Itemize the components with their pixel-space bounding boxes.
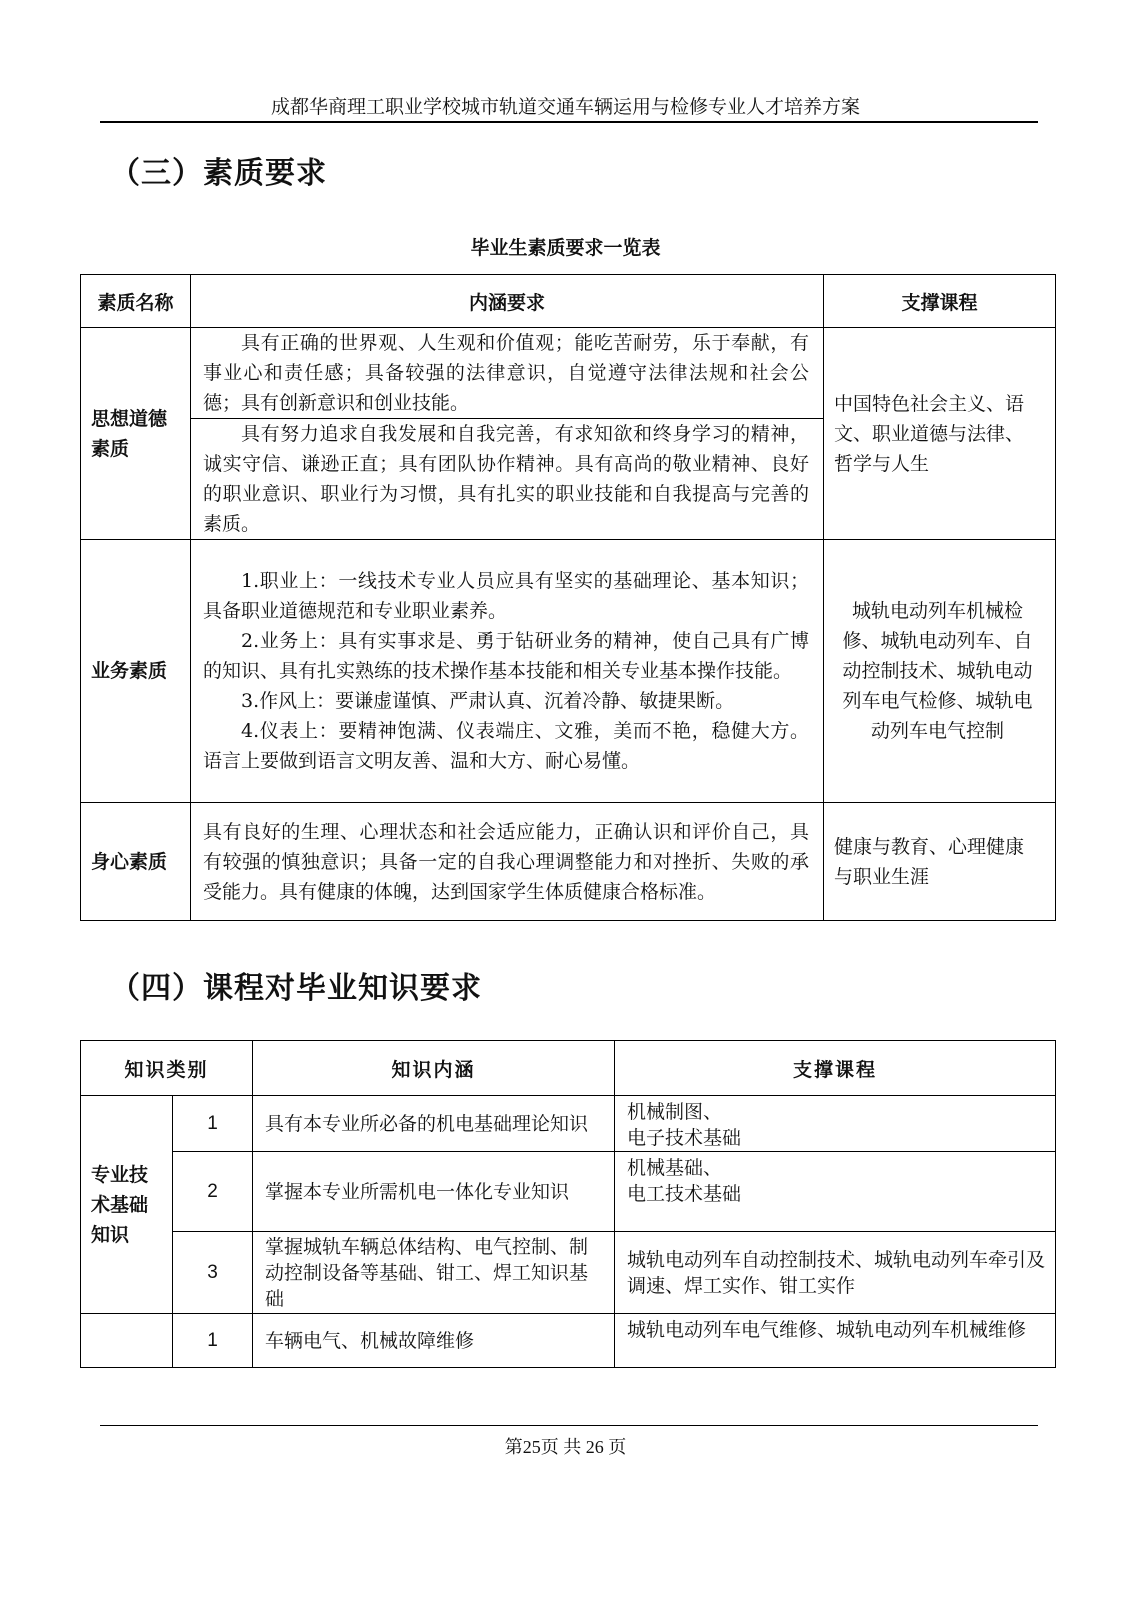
course-line: 电工技术基础 bbox=[627, 1183, 742, 1205]
empty-category-cell bbox=[81, 1314, 173, 1368]
content-paragraph: 4.仪表上：要精神饱满、仪表端庄、文雅，美而不艳，稳健大方。语言上要做到语言文明友善、温和大方、耐心易懂。 bbox=[203, 720, 809, 772]
content-paragraph: 2.业务上：具有实事求是、勇于钻研业务的精神，使自己具有广博的知识、具有扎实熟练的技术操作基本技能和相关专业基本操作技能。 bbox=[203, 630, 809, 682]
quality-content bbox=[191, 540, 824, 803]
support-course: 健康与教育、心理健康与职业生涯 bbox=[824, 803, 1056, 921]
row-number: 2 bbox=[173, 1152, 253, 1232]
support-course: 城轨电动列车机械检修、城轨电动列车、自动控制技术、城轨电动列车电气检修、城轨电动列车电气控制 bbox=[824, 540, 1056, 803]
content-paragraph: 3.作风上：要谦虚谨慎、严肃认真、沉着冷静、敏捷果断。 bbox=[241, 690, 735, 712]
table-header-row bbox=[81, 275, 1056, 328]
support-course bbox=[615, 1152, 1056, 1232]
quality-requirements-table bbox=[80, 274, 1056, 921]
table-row bbox=[81, 1232, 1056, 1314]
quality-content: 具有努力追求自我发展和自我完善，有求知欲和终身学习的精神，诚实守信、谦逊正直；具有团队协作精神。具有高尚的敬业精神、良好的职业意识、职业行为习惯，具有扎实的职业技能和自我提高与完善的素质。 bbox=[191, 419, 824, 540]
course-line: 机械基础、 bbox=[627, 1157, 723, 1179]
knowledge-requirements-table bbox=[80, 1040, 1056, 1368]
knowledge-content: 掌握本专业所需机电一体化专业知识 bbox=[253, 1152, 615, 1232]
knowledge-content: 掌握城轨车辆总体结构、电气控制、制动控制设备等基础、钳工、焊工知识基础 bbox=[253, 1232, 615, 1314]
section-heading-knowledge: （四）课程对毕业知识要求 bbox=[110, 971, 482, 1006]
column-header: 素质名称 bbox=[81, 275, 191, 328]
table-row bbox=[81, 1096, 1056, 1152]
content-paragraph: 1.职业上：一线技术专业人员应具有坚实的基础理论、基本知识；具备职业道德规范和专业职业素养。 bbox=[203, 570, 809, 622]
column-header: 支撑课程 bbox=[615, 1041, 1056, 1096]
support-course: 城轨电动列车自动控制技术、城轨电动列车牵引及调速、焊工实作、钳工实作 bbox=[615, 1232, 1056, 1314]
knowledge-category: 专业技术基础知识 bbox=[81, 1096, 173, 1314]
quality-name: 身心素质 bbox=[81, 803, 191, 921]
support-course bbox=[615, 1096, 1056, 1152]
table-row bbox=[81, 803, 1056, 921]
row-number: 1 bbox=[173, 1314, 253, 1368]
quality-name: 思想道德素质 bbox=[81, 328, 191, 540]
page-number: 第25页 共 26 页 bbox=[504, 1437, 627, 1457]
row-number: 3 bbox=[173, 1232, 253, 1314]
column-header: 内涵要求 bbox=[191, 275, 824, 328]
knowledge-content: 具有本专业所必备的机电基础理论知识 bbox=[253, 1096, 615, 1152]
table-row bbox=[81, 1314, 1056, 1368]
column-header: 支撑课程 bbox=[824, 275, 1056, 328]
table-header-row bbox=[81, 1041, 1056, 1096]
header-rule bbox=[100, 121, 1038, 123]
course-line: 机械制图、 bbox=[627, 1101, 723, 1123]
footer-rule bbox=[100, 1425, 1038, 1426]
course-line: 电子技术基础 bbox=[627, 1127, 742, 1149]
document-header: 成都华商理工职业学校城市轨道交通车辆运用与检修专业人才培养方案 bbox=[270, 97, 860, 118]
quality-name: 业务素质 bbox=[81, 540, 191, 803]
column-header: 知识类别 bbox=[81, 1041, 253, 1096]
column-header: 知识内涵 bbox=[253, 1041, 615, 1096]
row-number: 1 bbox=[173, 1096, 253, 1152]
support-course: 城轨电动列车电气维修、城轨电动列车机械维修 bbox=[615, 1314, 1056, 1368]
table-row bbox=[81, 328, 1056, 419]
section-heading-quality: （三）素质要求 bbox=[110, 156, 327, 191]
quality-content: 具有良好的生理、心理状态和社会适应能力，正确认识和评价自己，具有较强的慎独意识；具备一定的自我心理调整能力和对挫折、失败的承受能力。具有健康的体魄，达到国家学生体质健康合格标准。 bbox=[191, 803, 824, 921]
table-row bbox=[81, 1152, 1056, 1232]
support-course: 中国特色社会主义、语文、职业道德与法律、哲学与人生 bbox=[824, 328, 1056, 540]
quality-content: 具有正确的世界观、人生观和价值观；能吃苦耐劳，乐于奉献，有事业心和责任感；具备较强的法律意识，自觉遵守法律法规和社会公德；具有创新意识和创业技能。 bbox=[191, 328, 824, 419]
table-row bbox=[81, 540, 1056, 803]
table-caption: 毕业生素质要求一览表 bbox=[470, 237, 661, 259]
knowledge-content: 车辆电气、机械故障维修 bbox=[253, 1314, 615, 1368]
